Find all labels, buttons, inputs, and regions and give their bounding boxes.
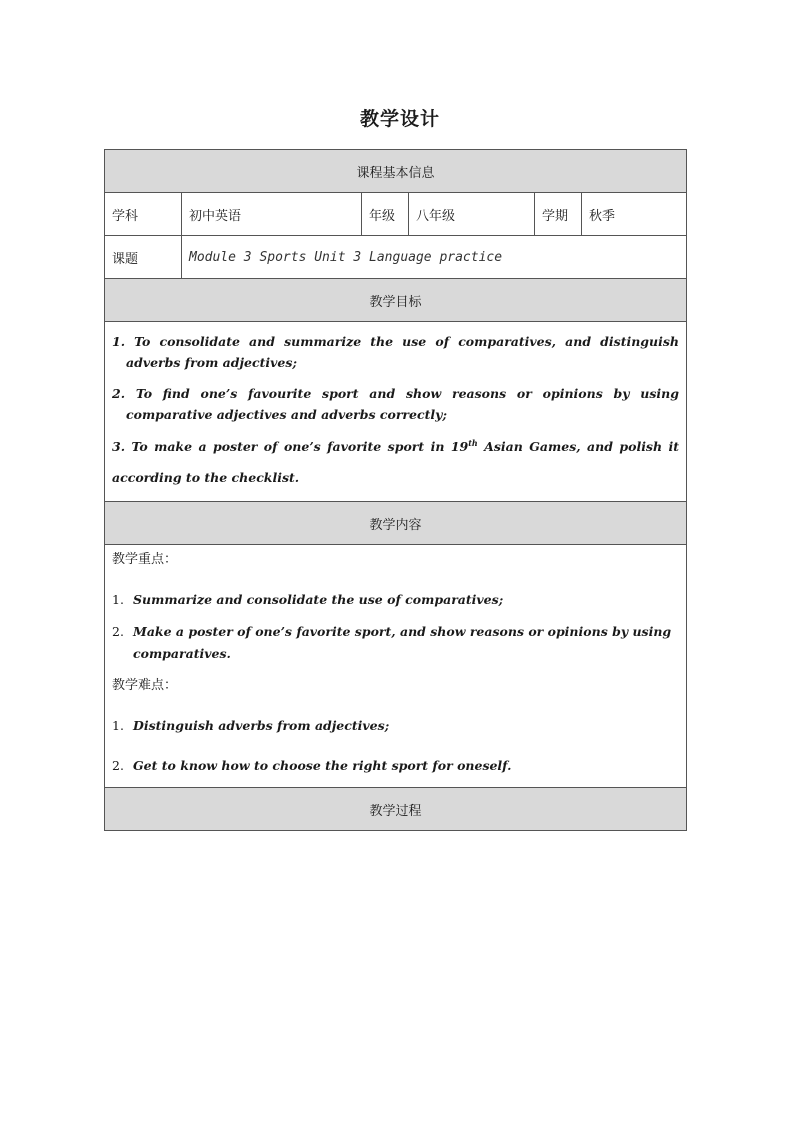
topic-label: 课题 xyxy=(105,236,182,279)
term-label: 学期 xyxy=(535,193,582,236)
list-text: Get to know how to choose the right sport for oneself. xyxy=(133,758,512,773)
grade-label: 年级 xyxy=(362,193,409,236)
grade-value: 八年级 xyxy=(409,193,535,236)
section-header-process: 教学过程 xyxy=(105,788,687,831)
list-item xyxy=(112,621,679,665)
list-number: 2. xyxy=(112,758,124,773)
difficult-points-heading: 教学难点： xyxy=(112,678,178,693)
objective-text: 3. To make a poster of one’s favorite sport in 19 xyxy=(112,438,469,454)
list-item xyxy=(112,755,679,777)
list-item xyxy=(112,715,679,737)
section-header-basic-info: 课程基本信息 xyxy=(105,150,687,193)
objective-item: 1. To consolidate and summarize the use of comparatives, and distinguish adverbs from adjectives; xyxy=(112,333,680,370)
objective-item xyxy=(112,431,679,493)
section-header-objectives: 教学目标 xyxy=(105,279,687,322)
term-value: 秋季 xyxy=(582,193,687,236)
list-text: Distinguish adverbs from adjectives; xyxy=(133,718,390,733)
list-number: 1. xyxy=(112,592,124,607)
topic-value: Module 3 Sports Unit 3 Language practice xyxy=(182,236,687,279)
key-points-heading: 教学重点： xyxy=(112,552,178,567)
ordinal-suffix: th xyxy=(468,437,478,448)
content-cell xyxy=(105,545,687,788)
subject-value: 初中英语 xyxy=(182,193,362,236)
objective-text: Asian Games, and polish it according to the checklist. xyxy=(112,438,680,485)
lesson-plan-table xyxy=(104,149,687,831)
list-number: 2. xyxy=(112,624,124,639)
objectives-cell xyxy=(105,322,687,502)
objective-item: 2. To find one’s favourite sport and show reasons or opinions by using comparative adjectives and adverbs correctly; xyxy=(112,385,680,422)
list-number: 1. xyxy=(112,718,124,733)
list-item xyxy=(112,589,679,611)
subject-label: 学科 xyxy=(105,193,182,236)
list-text: Make a poster of one’s favorite sport, and show reasons or opinions by using comparatives. xyxy=(133,624,672,661)
section-header-content: 教学内容 xyxy=(105,502,687,545)
list-text: Summarize and consolidate the use of comparatives; xyxy=(133,592,504,607)
document-title: 教学设计 xyxy=(359,108,440,130)
